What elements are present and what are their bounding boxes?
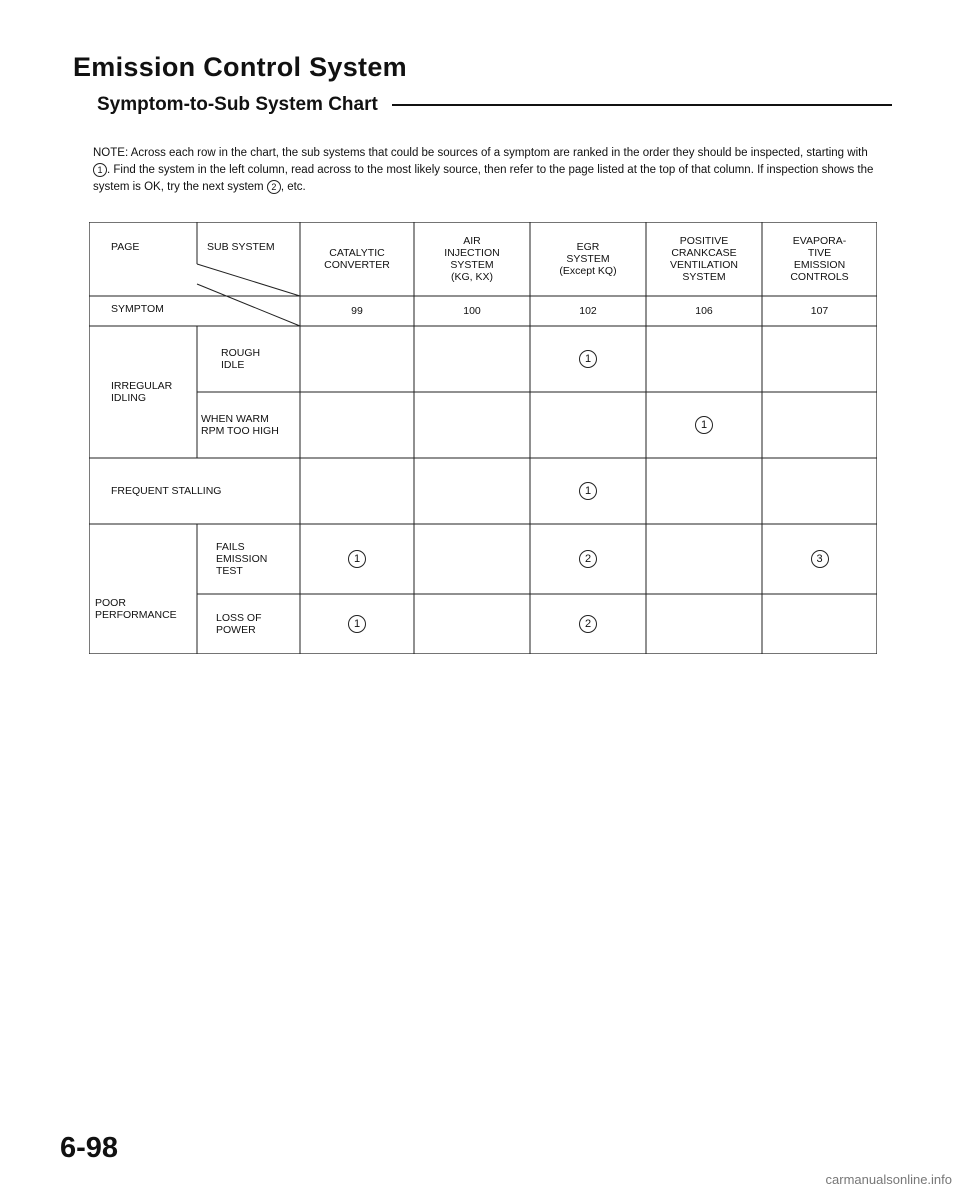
header-subsystem-label: SUB SYSTEM xyxy=(207,241,275,253)
note-text-3: , etc. xyxy=(280,181,306,193)
column-header-pcv-system: POSITIVE CRANKCASE VENTILATION SYSTEM xyxy=(669,235,739,283)
section-title: Symptom-to-Sub System Chart xyxy=(97,94,378,115)
section-rule xyxy=(392,104,892,106)
column-header-evaporative-controls: EVAPORA- TIVE EMISSION CONTROLS xyxy=(790,235,849,283)
corner-diagonal xyxy=(197,264,300,296)
note-text-1: NOTE: Across each row in the chart, the sub systems that could be sources of a symptom are ranked in the order they should be inspected, starting with xyxy=(93,147,868,159)
group-poor-performance: POOR PERFORMANCE xyxy=(95,597,177,621)
rank-mark-icon: 3 xyxy=(811,550,829,568)
header-symptom-label: SYMPTOM xyxy=(111,303,164,315)
watermark: carmanualsonline.info xyxy=(825,1172,952,1187)
page-title: Emission Control System xyxy=(73,52,407,82)
note-rank-1-icon: 1 xyxy=(93,163,107,177)
corner-diagonal-2 xyxy=(197,284,300,326)
rank-mark-icon: 1 xyxy=(579,482,597,500)
column-page-100: 100 xyxy=(463,305,481,317)
column-page-107: 107 xyxy=(810,305,829,317)
symptom-rpm-too-high: WHEN WARM RPM TOO HIGH xyxy=(201,413,279,437)
column-page-106: 106 xyxy=(695,305,713,317)
section-heading xyxy=(97,90,892,120)
group-irregular-idling: IRREGULAR IDLING xyxy=(111,380,173,404)
note-rank-2-icon: 2 xyxy=(267,180,281,194)
rank-mark-icon: 1 xyxy=(348,550,366,568)
header-page-label: PAGE xyxy=(111,241,140,253)
symptom-rough-idle: ROUGH IDLE xyxy=(221,347,261,371)
rank-mark-icon: 2 xyxy=(579,615,597,633)
symptom-loss-of-power: LOSS OF POWER xyxy=(216,612,262,636)
column-page-99: 99 xyxy=(351,305,363,317)
note-paragraph xyxy=(93,145,883,196)
note-text-2: . Find the system in the left column, read across to the most likely source, then refer to the page listed at the top of that column. If inspection shows the system is OK, try the next system xyxy=(93,164,874,193)
column-header-catalytic-converter: CATALYTIC CONVERTER xyxy=(324,247,390,271)
rank-mark-icon: 1 xyxy=(695,416,713,434)
page-number: 6-98 xyxy=(60,1132,119,1164)
column-header-egr-system: EGR SYSTEM (Except KQ) xyxy=(559,241,617,277)
rank-mark-icon: 2 xyxy=(579,550,597,568)
symptom-chart-table xyxy=(89,222,877,654)
rank-mark-icon: 1 xyxy=(579,350,597,368)
column-header-air-injection: AIR INJECTION SYSTEM (KG, KX) xyxy=(444,235,500,283)
rank-mark-icon: 1 xyxy=(348,615,366,633)
group-frequent-stalling: FREQUENT STALLING xyxy=(111,485,222,497)
column-page-102: 102 xyxy=(579,305,597,317)
symptom-fails-emission-test: FAILS EMISSION TEST xyxy=(216,541,268,577)
